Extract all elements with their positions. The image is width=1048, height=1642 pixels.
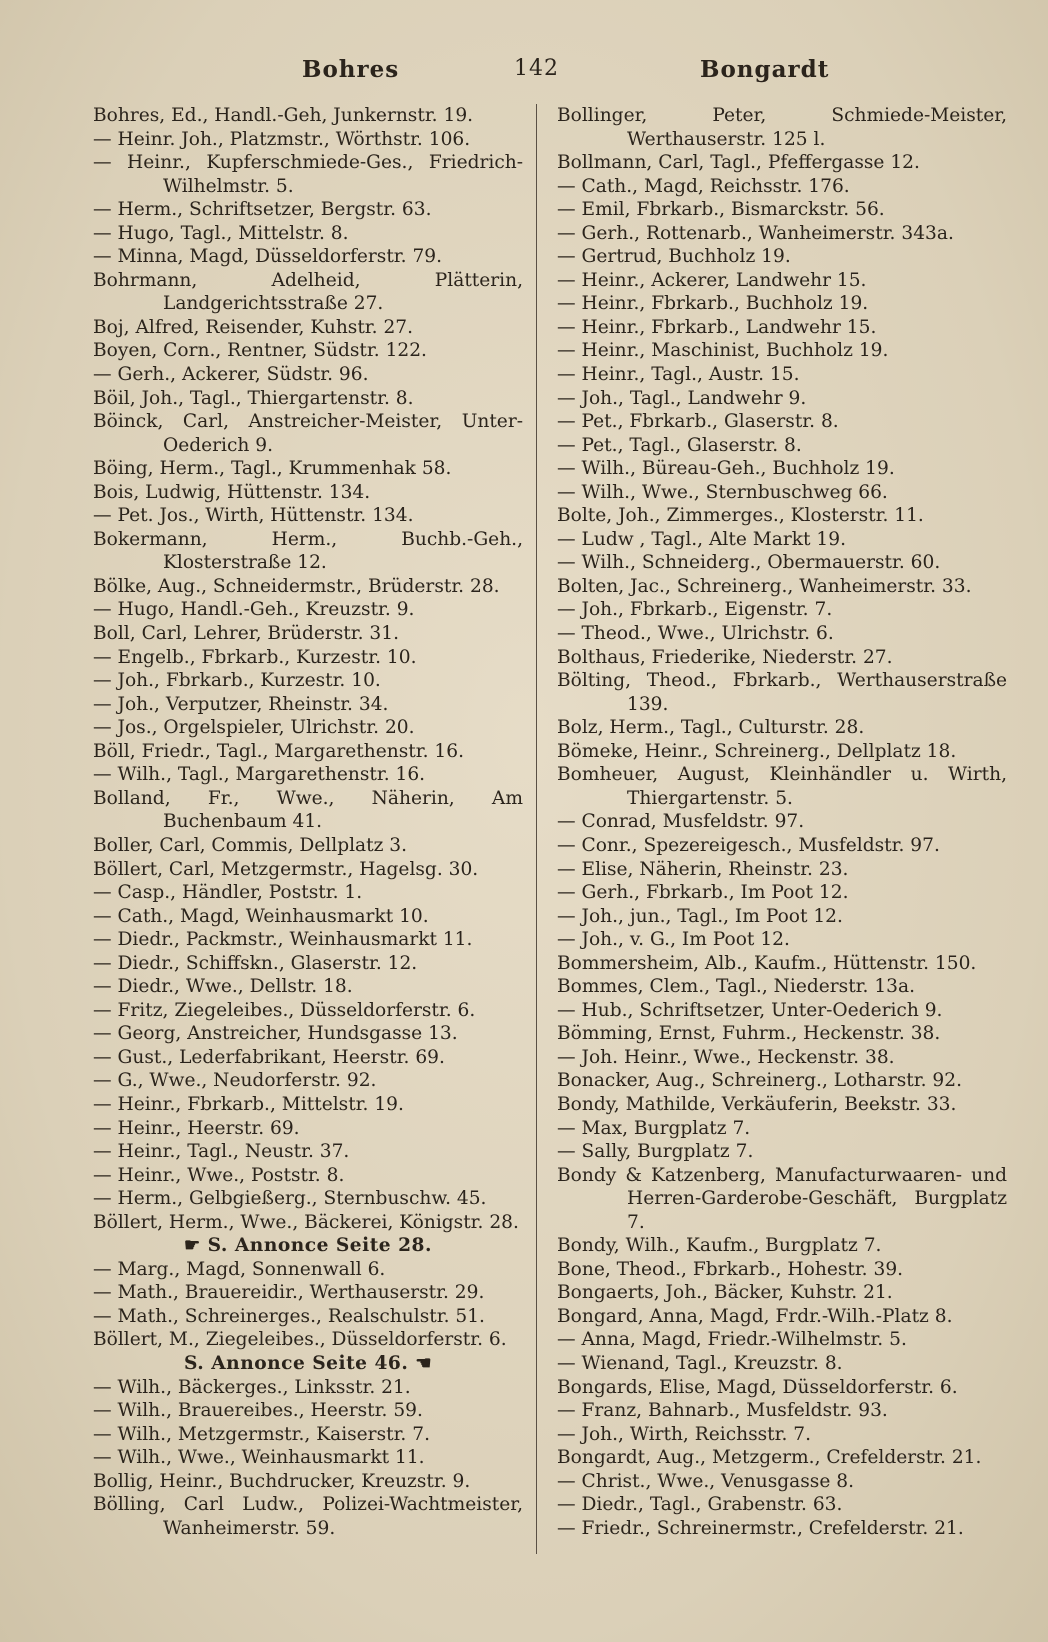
directory-entry: — Heinr., Kupferschmiede-Ges., Friedrich-Wilhelmstr. 5.	[93, 152, 523, 197]
directory-entry: — Engelb., Fbrkarb., Kurzestr. 10.	[93, 646, 417, 668]
directory-entry: Boll, Carl, Lehrer, Brüderstr. 31.	[93, 623, 399, 645]
directory-entry: — Wilh., Wwe., Sternbuschweg 66.	[557, 481, 888, 503]
directory-entry: Böllert, Herm., Wwe., Bäckerei, Königstr. 28.	[93, 1211, 519, 1233]
directory-entry: — Wienand, Tagl., Kreuzstr. 8.	[557, 1352, 843, 1374]
directory-entry: Bollinger, Peter, Schmiede-Meister, Werthauserstr. 125 l.	[557, 105, 1007, 150]
directory-entry: — Hugo, Handl.-Geh., Kreuzstr. 9.	[93, 599, 415, 621]
directory-entry: Bondy & Katzenberg, Manufacturwaaren- und Herren-Garderobe-Geschäft, Burgplatz 7.	[557, 1164, 1007, 1233]
directory-entry: Bomheuer, August, Kleinhändler u. Wirth, Thiergartenstr. 5.	[557, 764, 1007, 809]
header-last-name: Bongardt	[700, 56, 830, 83]
page-header	[92, 56, 992, 92]
directory-entry: Bone, Theod., Fbrkarb., Hohestr. 39.	[557, 1258, 904, 1280]
directory-entry: — Wilh., Büreau-Geh., Buchholz 19.	[557, 458, 895, 480]
directory-entry: — Diedr., Packmstr., Weinhausmarkt 11.	[93, 929, 473, 951]
directory-entry: — Hub., Schriftsetzer, Unter-Oederich 9.	[557, 999, 943, 1021]
directory-entry: — Pet., Fbrkarb., Glaserstr. 8.	[557, 411, 839, 433]
directory-entry: — Diedr., Wwe., Dellstr. 18.	[93, 976, 353, 998]
directory-entry: — Heinr., Ackerer, Landwehr 15.	[557, 269, 867, 291]
directory-entry: — Gerh., Ackerer, Südstr. 96.	[93, 364, 369, 386]
directory-entry: — Franz, Bahnarb., Musfeldstr. 93.	[557, 1400, 888, 1422]
directory-entry: — Gerh., Rottenarb., Wanheimerstr. 343a.	[557, 222, 954, 244]
directory-entry: — Marg., Magd, Sonnenwall 6.	[93, 1258, 386, 1280]
directory-entry: — Heinr., Heerstr. 69.	[93, 1117, 300, 1139]
directory-entry: — Gust., Lederfabrikant, Heerstr. 69.	[93, 1046, 445, 1068]
directory-entry: — Theod., Wwe., Ulrichstr. 6.	[557, 623, 834, 645]
directory-entry: — G., Wwe., Neudorferstr. 92.	[93, 1070, 377, 1092]
directory-entry: — Wilh., Metzgermstr., Kaiserstr. 7.	[93, 1423, 430, 1445]
directory-entry: — Gerh., Fbrkarb., Im Poot 12.	[557, 882, 849, 904]
directory-entry: — Wilh., Bäckerges., Linksstr. 21.	[93, 1376, 411, 1398]
directory-entry: — Heinr., Fbrkarb., Mittelstr. 19.	[93, 1093, 404, 1115]
directory-entry: — Joh., v. G., Im Poot 12.	[557, 929, 790, 951]
directory-entry: Bolz, Herm., Tagl., Culturstr. 28.	[557, 717, 865, 739]
directory-entry: Bolten, Jac., Schreinerg., Wanheimerstr. 33.	[557, 575, 972, 597]
directory-entry: Bollmann, Carl, Tagl., Pfeffergasse 12.	[557, 152, 920, 174]
directory-entry: Bokermann, Herm., Buchb.-Geh., Klosterstraße 12.	[93, 528, 523, 574]
directory-entry: Boller, Carl, Commis, Dellplatz 3.	[93, 834, 408, 856]
directory-entry: — Jos., Orgelspieler, Ulrichstr. 20.	[93, 717, 415, 739]
directory-entry: — Math., Brauereidir., Werthauserstr. 29.	[93, 1282, 485, 1304]
directory-entry: Bölling, Carl Ludw., Polizei-Wachtmeister, Wanheimerstr. 59.	[93, 1494, 523, 1539]
directory-entry: Bohres, Ed., Handl.-Geh, Junkernstr. 19.	[93, 105, 474, 126]
directory-entry: — Heinr., Maschinist, Buchholz 19.	[557, 340, 889, 362]
directory-entry: — Conrad, Musfeldstr. 97.	[557, 811, 805, 833]
directory-entry: — Sally, Burgplatz 7.	[557, 1141, 754, 1163]
directory-entry: Bömming, Ernst, Fuhrm., Heckenstr. 38.	[557, 1023, 941, 1045]
directory-entry: — Cath., Magd, Reichsstr. 176.	[557, 175, 850, 197]
directory-entry: — Math., Schreinerges., Realschulstr. 51.	[93, 1305, 485, 1327]
directory-entry: — Heinr., Wwe., Poststr. 8.	[93, 1164, 345, 1186]
directory-entry: — Wilh., Brauereibes., Heerstr. 59.	[93, 1400, 423, 1422]
directory-entry: — Emil, Fbrkarb., Bismarckstr. 56.	[557, 199, 885, 221]
directory-entry: — Wilh., Tagl., Margarethenstr. 16.	[93, 764, 426, 786]
header-first-name: Bohres	[302, 56, 400, 83]
directory-entry: — Anna, Magd, Friedr.-Wilhelmstr. 5.	[557, 1329, 907, 1351]
directory-entry: Böllert, Carl, Metzgermstr., Hagelsg. 30.	[93, 858, 479, 880]
directory-entry: Böll, Friedr., Tagl., Margarethenstr. 16.	[93, 740, 464, 762]
annonce-text: S. Annonce Seite 28.	[207, 1235, 432, 1257]
directory-entry: Bommersheim, Alb., Kaufm., Hüttenstr. 150.	[557, 952, 977, 974]
annonce-text: S. Annonce Seite 46.	[184, 1352, 409, 1374]
directory-entry: — Georg, Anstreicher, Hundsgasse 13.	[93, 1023, 458, 1045]
directory-entry: — Joh., Fbrkarb., Kurzestr. 10.	[93, 670, 381, 692]
pointing-hand-left-icon: ☚	[415, 1352, 432, 1374]
directory-entry: Bongards, Elise, Magd, Düsseldorferstr. 6.	[557, 1376, 958, 1398]
directory-entry: Bohrmann, Adelheid, Plätterin, Landgerichtsstraße 27.	[93, 269, 523, 315]
directory-entry: Bölting, Theod., Fbrkarb., Werthauserstraße 139.	[557, 670, 1007, 715]
directory-entry: — Elise, Näherin, Rheinstr. 23.	[557, 858, 849, 880]
directory-entry: — Friedr., Schreinermstr., Crefelderstr. 21.	[557, 1517, 964, 1539]
directory-entry: — Hugo, Tagl., Mittelstr. 8.	[93, 222, 349, 244]
directory-entry: Bommes, Clem., Tagl., Niederstr. 13a.	[557, 976, 916, 998]
directory-entry: — Heinr., Tagl., Austr. 15.	[557, 364, 800, 386]
page-number: 142	[514, 56, 559, 81]
directory-entry: — Herm., Schriftsetzer, Bergstr. 63.	[93, 199, 432, 221]
directory-entry: Bolland, Fr., Wwe., Näherin, Am Buchenbaum 41.	[93, 787, 523, 833]
directory-entry: — Fritz, Ziegeleibes., Düsseldorferstr. 6.	[93, 999, 476, 1021]
directory-entry: — Cath., Magd, Weinhausmarkt 10.	[93, 905, 429, 927]
directory-entry: — Wilh., Schneiderg., Obermauerstr. 60.	[557, 552, 941, 574]
directory-entry: — Heinr., Tagl., Neustr. 37.	[93, 1141, 350, 1163]
directory-entry: Bondy, Wilh., Kaufm., Burgplatz 7.	[557, 1235, 882, 1257]
directory-entry: Bongaerts, Joh., Bäcker, Kuhstr. 21.	[557, 1282, 893, 1304]
directory-entry: Bölke, Aug., Schneidermstr., Brüderstr. 28.	[93, 575, 500, 597]
directory-entry: — Gertrud, Buchholz 19.	[557, 246, 791, 268]
directory-entry: Bonacker, Aug., Schreinerg., Lotharstr. 92.	[557, 1070, 962, 1092]
left-column	[93, 104, 523, 1540]
directory-entry: — Heinr., Fbrkarb., Buchholz 19.	[557, 293, 869, 315]
right-column	[557, 104, 1007, 1540]
directory-entry: — Diedr., Schiffskn., Glaserstr. 12.	[93, 952, 418, 974]
directory-entry: Bois, Ludwig, Hüttenstr. 134.	[93, 481, 371, 503]
directory-entry: — Max, Burgplatz 7.	[557, 1117, 751, 1139]
pointing-hand-right-icon: ☛	[184, 1235, 201, 1257]
directory-entry: Bolthaus, Friederike, Niederstr. 27.	[557, 646, 893, 668]
column-divider	[536, 104, 537, 1554]
directory-entry: — Diedr., Tagl., Grabenstr. 63.	[557, 1494, 843, 1516]
directory-entry: — Ludw , Tagl., Alte Markt 19.	[557, 528, 846, 550]
directory-entry: Bondy, Mathilde, Verkäuferin, Beekstr. 33.	[557, 1093, 957, 1115]
directory-entry: — Heinr., Fbrkarb., Landwehr 15.	[557, 316, 877, 338]
directory-entry: — Minna, Magd, Düsseldorferstr. 79.	[93, 246, 443, 268]
directory-entry: — Pet. Jos., Wirth, Hüttenstr. 134.	[93, 505, 414, 527]
directory-entry: — Wilh., Wwe., Weinhausmarkt 11.	[93, 1447, 425, 1469]
directory-entry: — Herm., Gelbgießerg., Sternbuschw. 45.	[93, 1188, 487, 1210]
directory-entry: Bömeke, Heinr., Schreinerg., Dellplatz 18.	[557, 740, 957, 762]
directory-entry: Boyen, Corn., Rentner, Südstr. 122.	[93, 340, 427, 362]
directory-entry: — Joh., Fbrkarb., Eigenstr. 7.	[557, 599, 833, 621]
directory-entry: Böinck, Carl, Anstreicher-Meister, Unter-Oederich 9.	[93, 411, 523, 456]
directory-entry: Böllert, M., Ziegeleibes., Düsseldorferstr. 6.	[93, 1329, 507, 1351]
directory-entry: — Joh., Tagl., Landwehr 9.	[557, 387, 807, 409]
directory-entry: — Joh., jun., Tagl., Im Poot 12.	[557, 905, 843, 927]
directory-entry: — Christ., Wwe., Venusgasse 8.	[557, 1470, 854, 1492]
directory-entry: Bollig, Heinr., Buchdrucker, Kreuzstr. 9.	[93, 1470, 471, 1492]
directory-entry: — Joh., Verputzer, Rheinstr. 34.	[93, 693, 389, 715]
directory-entry: — Heinr. Joh., Platzmstr., Wörthstr. 106.	[93, 128, 471, 150]
directory-entry: Böil, Joh., Tagl., Thiergartenstr. 8.	[93, 387, 414, 409]
directory-entry: — Conr., Spezereigesch., Musfeldstr. 97.	[557, 834, 940, 856]
directory-entry: Bongard, Anna, Magd, Frdr.-Wilh.-Platz 8.	[557, 1305, 953, 1327]
directory-entry: — Joh., Wirth, Reichsstr. 7.	[557, 1423, 812, 1445]
directory-entry: — Joh. Heinr., Wwe., Heckenstr. 38.	[557, 1046, 895, 1068]
directory-entry: Böing, Herm., Tagl., Krummenhak 58.	[93, 458, 452, 480]
annonce-note-2	[93, 1352, 523, 1376]
directory-entry: Bongardt, Aug., Metzgerm., Crefelderstr. 21.	[557, 1447, 982, 1469]
directory-entry: Boj, Alfred, Reisender, Kuhstr. 27.	[93, 316, 414, 338]
directory-entry: Bolte, Joh., Zimmerges., Klosterstr. 11.	[557, 505, 924, 527]
directory-entry: — Casp., Händler, Poststr. 1.	[93, 882, 363, 904]
directory-entry: — Pet., Tagl., Glaserstr. 8.	[557, 434, 802, 456]
annonce-note-1	[93, 1234, 523, 1258]
